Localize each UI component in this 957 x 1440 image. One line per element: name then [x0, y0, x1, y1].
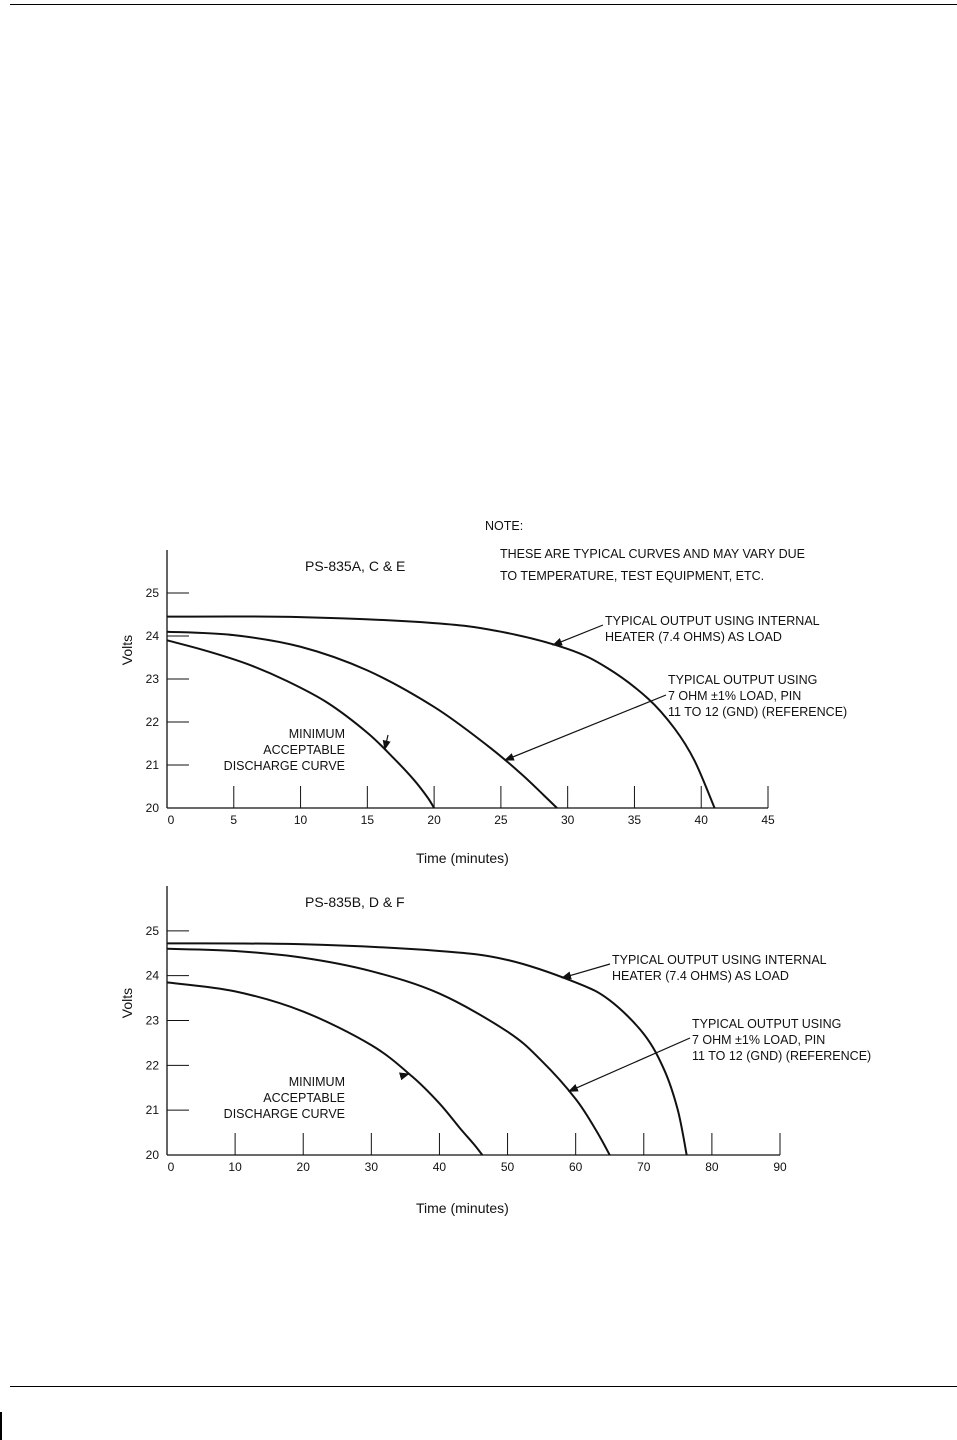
x-axis-title: Time (minutes): [416, 850, 509, 866]
series-label-heater-line-1: TYPICAL OUTPUT USING INTERNAL: [605, 614, 820, 628]
y-tick-label: 20: [145, 1148, 159, 1162]
x-tick-label: 35: [627, 813, 642, 827]
y-tick-label: 22: [145, 715, 159, 729]
page-margin-mark: [0, 1412, 2, 1440]
leader-arrow-heater-curve: [553, 625, 603, 645]
y-tick-label: 21: [145, 1103, 159, 1118]
x-tick-label: 0: [167, 813, 175, 827]
leader-arrow-reference-curve: [505, 695, 666, 760]
x-tick-label: 90: [773, 1160, 787, 1174]
y-axis-title: Volts: [119, 987, 135, 1019]
x-tick-label: 50: [500, 1160, 515, 1174]
series-label-reference-line-3: 11 TO 12 (GND) (REFERENCE): [692, 1049, 872, 1063]
x-tick-label: 25: [494, 813, 508, 827]
x-tick-label: 10: [293, 813, 308, 827]
x-tick-label: 20: [296, 1160, 310, 1174]
series-label-minimum-line-2: ACCEPTABLE: [263, 743, 345, 757]
x-tick-label: 10: [228, 1160, 242, 1174]
y-tick-label: 24: [145, 968, 159, 983]
y-tick-label: 24: [145, 629, 159, 643]
x-tick-label: 40: [694, 813, 708, 827]
series-label-minimum-line-2: ACCEPTABLE: [263, 1091, 345, 1105]
y-tick-label: 21: [145, 758, 159, 772]
chart-title: PS-835A, C & E: [305, 558, 406, 574]
page-bottom-rule: [10, 1386, 957, 1387]
y-tick-label: 22: [145, 1058, 159, 1073]
y-tick-label: 23: [145, 672, 159, 686]
leader-arrow-minimum-curve: [385, 735, 388, 750]
leader-arrow-reference-curve: [569, 1038, 690, 1091]
x-tick-label: 40: [432, 1160, 447, 1174]
note-line-1: THESE ARE TYPICAL CURVES AND MAY VARY DUE: [500, 547, 805, 561]
series-label-heater-line-2: HEATER (7.4 OHMS) AS LOAD: [612, 969, 789, 983]
series-label-heater-line-2: HEATER (7.4 OHMS) AS LOAD: [605, 630, 782, 644]
series-label-reference-line-3: 11 TO 12 (GND) (REFERENCE): [668, 705, 848, 719]
x-tick-label: 70: [637, 1160, 651, 1174]
x-tick-label: 30: [364, 1160, 379, 1174]
x-tick-label: 60: [568, 1160, 583, 1174]
series-label-minimum-line-1: MINIMUM: [288, 1075, 345, 1089]
series-line-minimum-curve: [167, 982, 482, 1155]
x-tick-label: 20: [427, 813, 441, 827]
series-label-heater-line-1: TYPICAL OUTPUT USING INTERNAL: [612, 953, 827, 967]
series-label-minimum-line-3: DISCHARGE CURVE: [223, 759, 345, 773]
x-axis-title: Time (minutes): [416, 1200, 509, 1216]
x-tick-label: 30: [560, 813, 575, 827]
y-tick-label: 25: [145, 923, 159, 938]
x-tick-label: 5: [230, 813, 238, 827]
series-line-reference-curve: [167, 949, 610, 1155]
series-label-reference-line-1: TYPICAL OUTPUT USING: [692, 1017, 842, 1031]
series-line-reference-curve: [167, 632, 557, 808]
note-heading: NOTE:: [485, 519, 524, 533]
x-tick-label: 80: [705, 1160, 719, 1174]
x-tick-label: 15: [360, 813, 375, 827]
series-line-heater-curve: [167, 943, 687, 1155]
chart-ps835bdf: [119, 886, 871, 1216]
series-label-reference-line-1: TYPICAL OUTPUT USING: [668, 673, 818, 687]
leader-arrow-heater-curve: [562, 964, 610, 978]
chart-title: PS-835B, D & F: [305, 894, 405, 910]
series-label-reference-line-2: 7 OHM ±1% LOAD, PIN: [692, 1033, 826, 1047]
leader-arrow-minimum-curve: [405, 1074, 409, 1075]
series-label-minimum-line-3: DISCHARGE CURVE: [223, 1107, 345, 1121]
note-line-2: TO TEMPERATURE, TEST EQUIPMENT, ETC.: [500, 569, 765, 583]
x-tick-label: 45: [761, 813, 775, 827]
series-line-minimum-curve: [167, 640, 434, 808]
x-tick-label: 0: [167, 1160, 175, 1174]
series-label-reference-line-2: 7 OHM ±1% LOAD, PIN: [668, 689, 802, 703]
y-axis-title: Volts: [119, 634, 135, 666]
y-tick-label: 25: [145, 586, 159, 600]
y-tick-label: 23: [145, 1013, 159, 1028]
series-label-minimum-line-1: MINIMUM: [288, 727, 345, 741]
chart-ps835ace: [119, 550, 847, 866]
y-tick-label: 20: [145, 801, 159, 815]
